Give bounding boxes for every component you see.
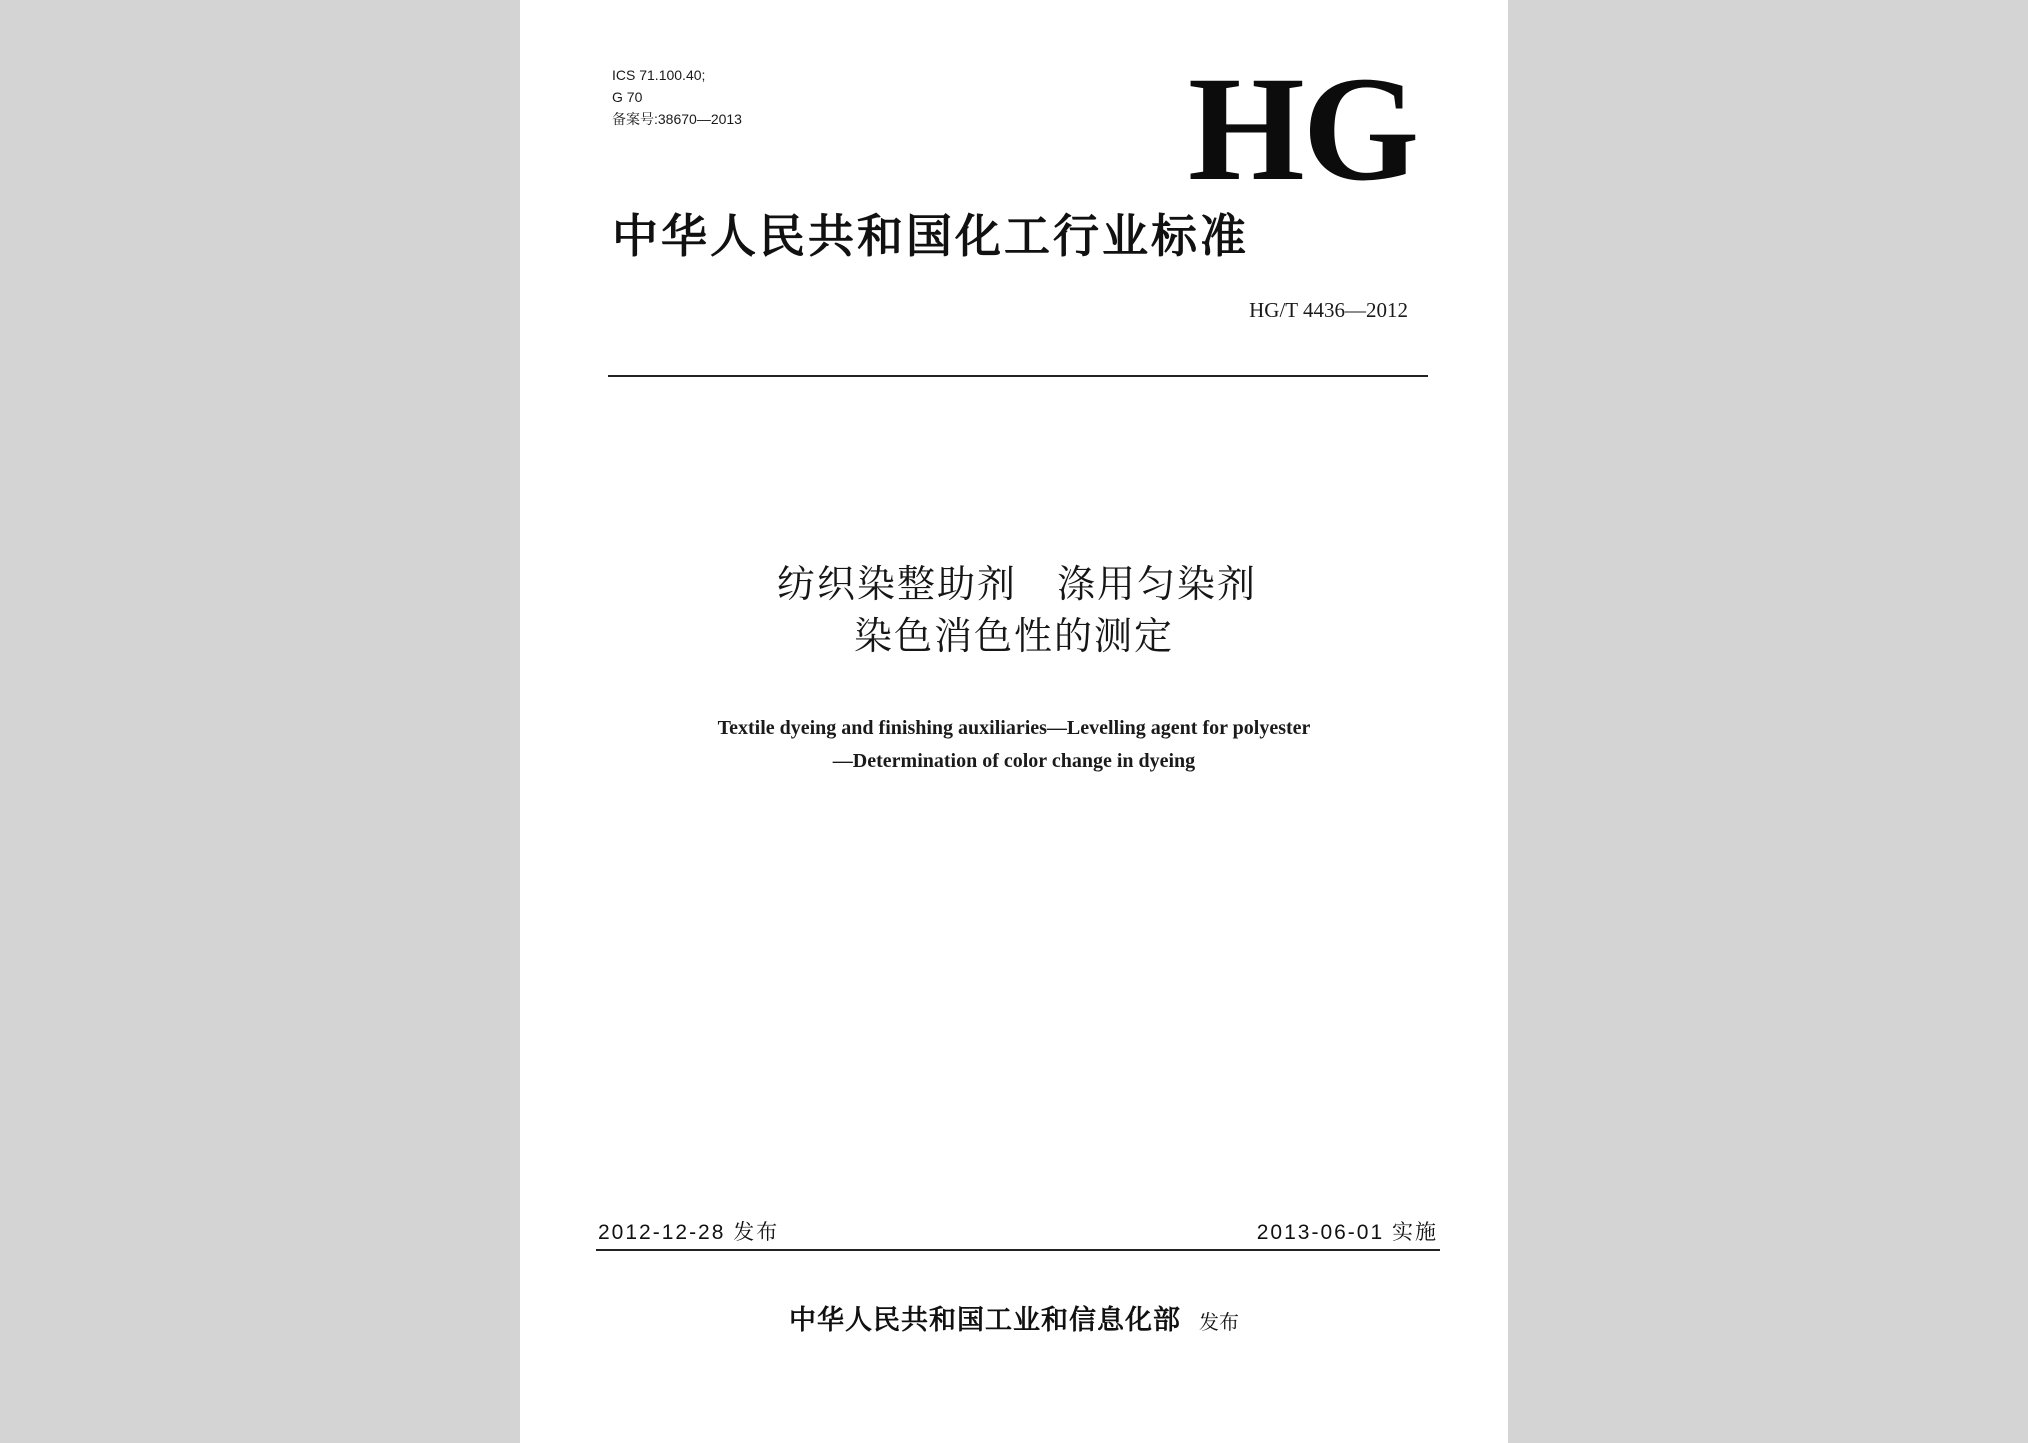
classification-block [612, 64, 742, 130]
publisher-action: 发布 [1199, 1310, 1239, 1334]
document-page [520, 0, 1508, 1443]
publisher-line [520, 1298, 1508, 1337]
title-zh-line-1: 纺织染整助剂 涤用匀染剂 [776, 562, 1257, 606]
standard-title: 中华人民共和国化工行业标准 [612, 209, 1249, 263]
publisher-organization: 中华人民共和国工业和信息化部 [789, 1305, 1181, 1336]
bottom-divider [596, 1249, 1440, 1251]
document-title-chinese [520, 558, 1508, 662]
record-number: 备案号:38670—2013 [612, 111, 742, 127]
top-divider [608, 375, 1428, 377]
standard-number: HG/T 4436—2012 [1249, 298, 1408, 322]
hg-logo: HG [1188, 46, 1418, 212]
ics-code: ICS 71.100.40; [612, 67, 706, 83]
document-title-english [520, 712, 1508, 778]
issue-date: 2012-12-28 发布 [598, 1221, 780, 1244]
ccs-code: G 70 [612, 89, 643, 105]
title-en-line-2: —Determination of color change in dyeing [832, 750, 1196, 772]
title-en-line-1: Textile dyeing and finishing auxiliaries—Levelling agent for polyester [717, 717, 1311, 739]
implementation-date: 2013-06-01 实施 [1256, 1221, 1438, 1244]
title-zh-line-2: 染色消色性的测定 [853, 614, 1174, 658]
